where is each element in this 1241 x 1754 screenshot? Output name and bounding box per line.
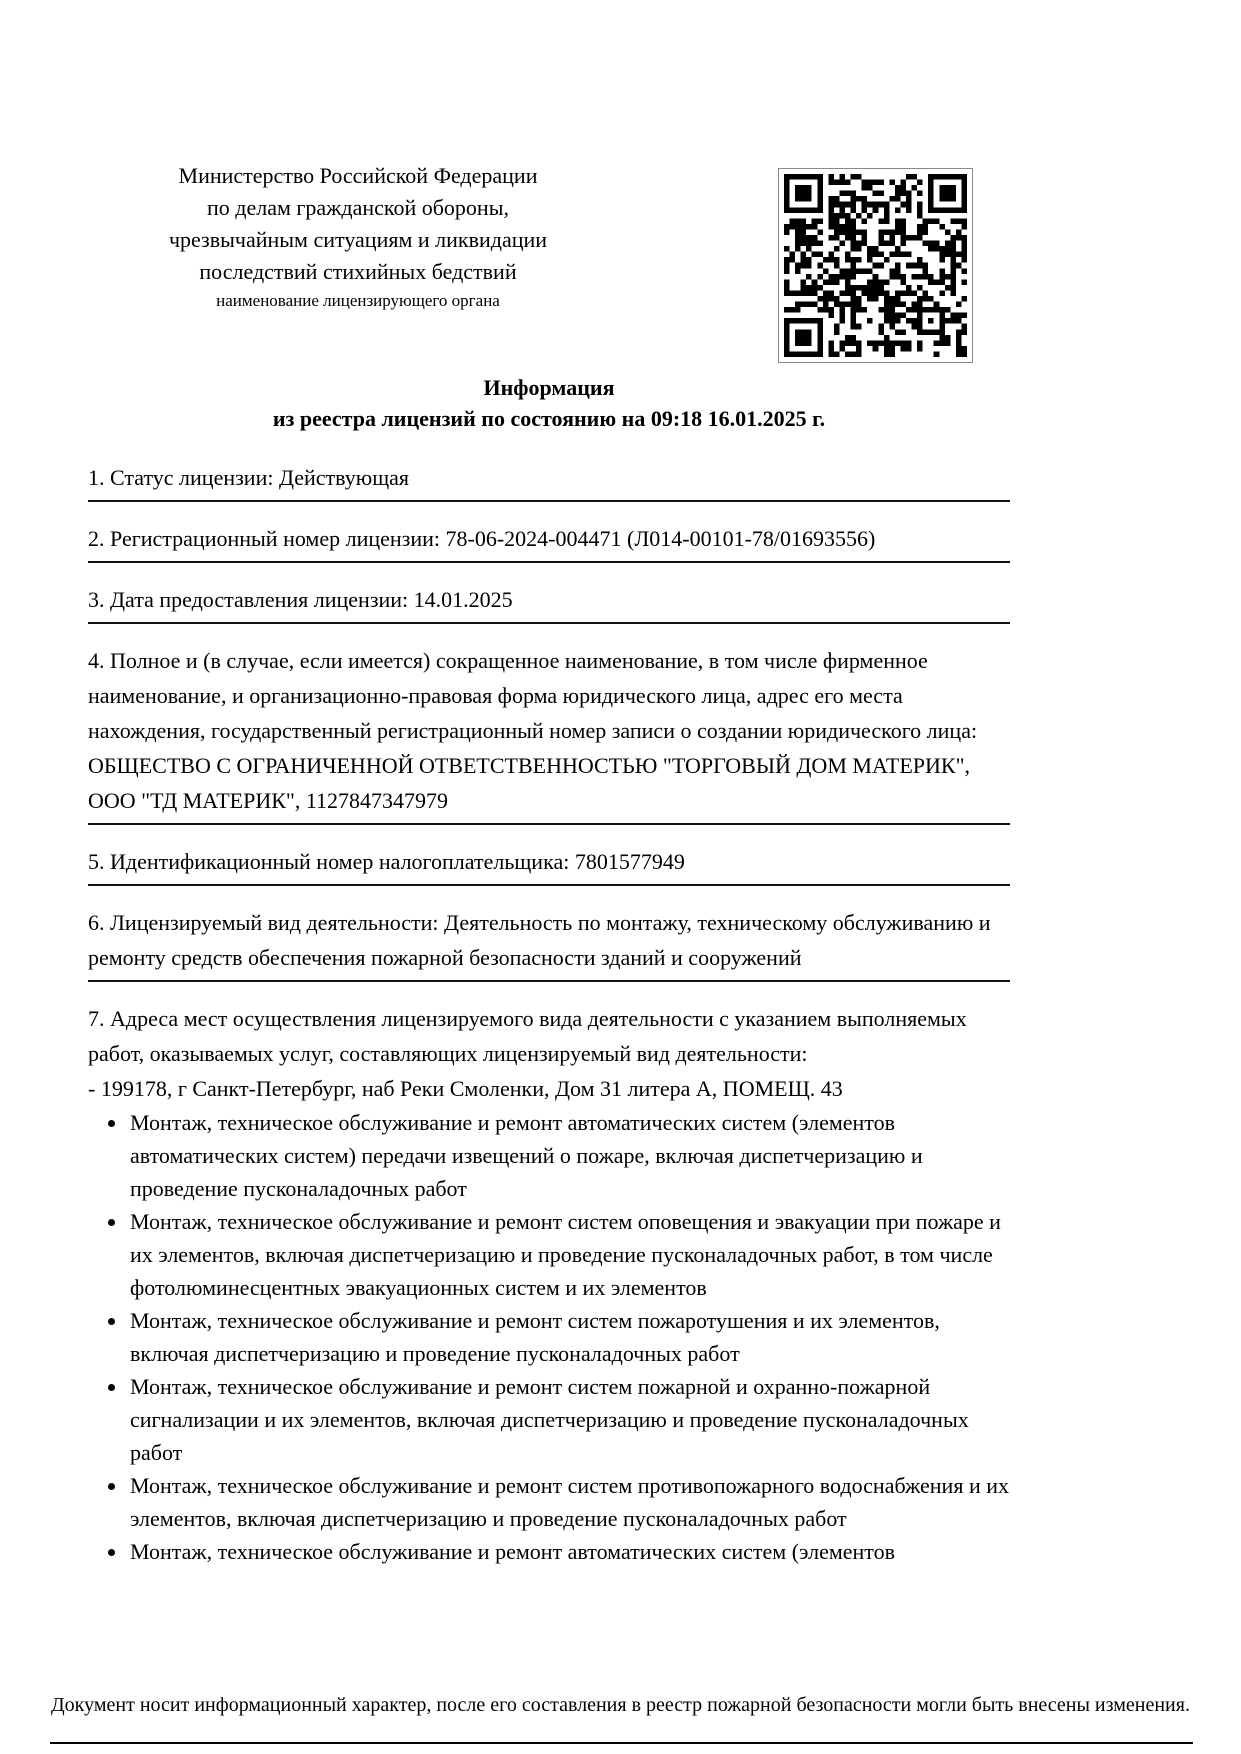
- work-item: • Монтаж, техническое обслуживание и ремонт систем пожарной и охранно-пожарной сигнализации и их элементов, включая диспетчеризацию и проведение пусконаладочных работ: [128, 1370, 1010, 1469]
- work-item: • Монтаж, техническое обслуживание и ремонт систем оповещения и эвакуации при пожаре и их элементов, включая диспетчеризацию и проведение пусконаладочных работ, в том числе фотолюминесцентных эвакуационных систем и их элементов: [128, 1205, 1010, 1304]
- footer-rule: [50, 1742, 1193, 1744]
- work-item: • Монтаж, техническое обслуживание и ремонт автоматических систем (элементов: [128, 1535, 1010, 1568]
- document-title: Информация: [483, 375, 615, 400]
- qr-code-icon: [778, 168, 973, 363]
- issuer-caption: наименование лицензирующего органа: [216, 291, 500, 310]
- work-item: • Монтаж, техническое обслуживание и ремонт автоматических систем (элементов автоматических систем) передачи извещений о пожаре, включая диспетчеризацию и проведение пусконаладочных работ: [128, 1106, 1010, 1205]
- license-field: 3. Дата предоставления лицензии: 14.01.2025: [88, 582, 1010, 624]
- license-field: 1. Статус лицензии: Действующая: [88, 460, 1010, 502]
- issuer-name-line: чрезвычайным ситуациям и ликвидации: [168, 227, 548, 252]
- issuer-name-line: по делам гражданской обороны,: [207, 195, 509, 220]
- issuer-name-line: Министерство Российской Федерации: [178, 163, 538, 188]
- license-field: 2. Регистрационный номер лицензии: 78-06-2024-004471 (Л014-00101-78/01693556): [88, 521, 1010, 563]
- issuer-name-line: последствий стихийных бедствий: [199, 259, 517, 284]
- address-line: - 199178, г Санкт-Петербург, наб Реки Смоленки, Дом 31 литера А, ПОМЕЩ. 43: [88, 1076, 843, 1101]
- work-item: • Монтаж, техническое обслуживание и ремонт систем противопожарного водоснабжения и их элементов, включая диспетчеризацию и проведение пусконаладочных работ: [128, 1469, 1010, 1535]
- license-field: 4. Полное и (в случае, если имеется) сокращенное наименование, в том числе фирменное наименование, и организационно-правовая форма юридического лица, адрес его места нахождения, государственный регистрационный номер записи о создании юридического лица: ОБЩЕСТВО С ОГРАНИЧЕННОЙ ОТВЕТСТВЕННОСТЬЮ "ТОРГОВЫЙ ДОМ МАТЕРИК", ООО "ТД МАТЕРИК", 1127847347979: [88, 643, 1010, 825]
- work-item: • Монтаж, техническое обслуживание и ремонт систем пожаротушения и их элементов, включая диспетчеризацию и проведение пусконаладочных работ: [128, 1304, 1010, 1370]
- footer-note: Документ носит информационный характер, после его составления в реестр пожарной безопасности могли быть внесены изменения.: [51, 1694, 1190, 1716]
- addresses-section: [88, 1001, 1010, 1568]
- license-field: 5. Идентификационный номер налогоплательщика: 7801577949: [88, 844, 1010, 886]
- license-field: 6. Лицензируемый вид деятельности: Деятельность по монтажу, техническому обслуживанию и ремонту средств обеспечения пожарной безопасности зданий и сооружений: [88, 905, 1010, 982]
- document-body: [88, 372, 1010, 1568]
- document-subtitle: из реестра лицензий по состоянию на 09:18 16.01.2025 г.: [272, 406, 826, 431]
- license-fields: [88, 460, 1010, 982]
- addresses-intro: 7. Адреса мест осуществления лицензируемого вида деятельности с указанием выполняемых работ, оказываемых услуг, составляющих лицензируемый вид деятельности:: [88, 1006, 967, 1066]
- works-list: [88, 1106, 1010, 1568]
- issuer-block: [88, 160, 628, 312]
